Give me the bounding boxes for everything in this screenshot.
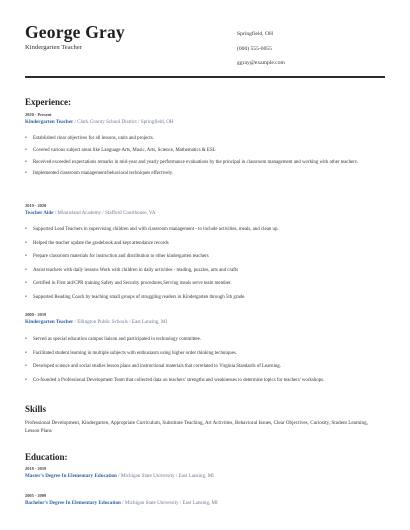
education-dates: 2018 - 2019	[25, 466, 47, 471]
degree-name: Master's Degree In Elementary Education	[25, 473, 117, 479]
list-item: • Helped the teacher update the gradebook and kept attendance records	[25, 240, 380, 247]
job-header	[25, 210, 156, 216]
skills-heading: Skills	[25, 404, 47, 414]
education-heading: Education:	[25, 452, 68, 462]
list-item: • Covered various subject areas like Language Arts, Music, Arts, Science, Mathematics & ESL	[25, 147, 380, 154]
candidate-name: George Gray	[25, 22, 125, 42]
job-header	[25, 319, 167, 325]
list-item: • Received exceeded expectations remarks in mid-year and yearly performance evaluations by the principal in classroom management and working with other teachers.	[25, 159, 380, 166]
job-separator: /	[73, 119, 78, 125]
candidate-title: Kindergarten Teacher	[25, 44, 82, 51]
list-item: • Served as special education campus liaison and participated in technology committee.	[25, 336, 380, 343]
list-item: • Established clear objectives for all lessons, units and projects.	[25, 135, 380, 142]
school-name: Michigan State University / East Lansing, MI	[124, 500, 218, 506]
email-link[interactable]: ggray@example.com	[237, 60, 285, 66]
education-separator: /	[116, 473, 121, 479]
job-separator: /	[53, 210, 58, 216]
job-role: Kindergarten Teacher	[25, 119, 74, 125]
job-organization: Ellington Public Schools / East Lansing, MI	[77, 319, 168, 325]
education-header	[25, 500, 218, 506]
job-dates: 2020 - Present	[25, 112, 52, 117]
job-bullet-list	[25, 135, 380, 178]
list-item: • Certified in First aid/CPR training Safety and Security procedures,Serving meals serve team member.	[25, 280, 380, 287]
skills-list: Professional Development, Kindergarten, Appropriate Curriculum, Substitute Teaching, Art Activities, Behavioral Issues, Clear Objectives, Curiosity, Student Learning, Lesson Plans	[25, 420, 368, 434]
list-item: • Supported Reading Coach by teaching small groups of struggling readers in Kindergarten through 5th grade.	[25, 294, 380, 301]
job-bullet-list	[25, 226, 380, 301]
phone-text: (000) 555-0055	[237, 45, 272, 52]
list-item: • Supported Lead Teachers in supervising children and with classroom management - to include activities, meals, and clean up.	[25, 226, 380, 233]
job-dates: 2000 - 2019	[25, 312, 47, 317]
list-item: • Co-founded a Professional Development Team that collected data on teachers' strengths and weaknesses to determine topics for teachers' workshops.	[25, 377, 380, 384]
resume-header	[25, 22, 385, 70]
list-item: • Assist teachers with daily lessons Work with children in daily activities - reading, puzzles, arts and crafts	[25, 267, 380, 274]
education-header	[25, 473, 214, 479]
job-role: Teacher Aide	[25, 210, 54, 216]
job-separator: /	[73, 319, 78, 325]
job-header	[25, 119, 174, 125]
school-name: Michigan State University / East Lansing, MI	[120, 473, 214, 479]
contact-block	[237, 27, 285, 71]
job-bullet-list	[25, 336, 380, 384]
education-dates: 2005 - 2009	[25, 493, 47, 498]
list-item: • Prepare classroom materials for instruction and distribution to other kindergarten teachers	[25, 253, 380, 260]
job-organization: Clark County School District / Springfield, OH	[77, 119, 174, 125]
experience-heading: Experience:	[25, 97, 71, 107]
job-organization: Minnisland Academy / Stafford Courthouse, VA	[57, 210, 156, 216]
header-divider	[25, 76, 385, 78]
list-item: • Implemented classroom management/behavioral techniques effectively.	[25, 170, 380, 177]
location-text: Springfield, OH	[237, 31, 274, 37]
education-separator: /	[120, 500, 125, 506]
job-dates: 2019 - 2020	[25, 203, 47, 208]
list-item: • Facilitated student learning in multiple subjects with enthusiasm using higher order thinking techniques.	[25, 350, 380, 357]
job-role: Kindergarten Teacher	[25, 319, 74, 325]
degree-name: Bachelor's Degree In Elementary Education	[25, 500, 121, 506]
list-item: • Developed science and social studies lesson plans and instructional materials that correlated to Virginia Standards of Learning.	[25, 363, 380, 370]
